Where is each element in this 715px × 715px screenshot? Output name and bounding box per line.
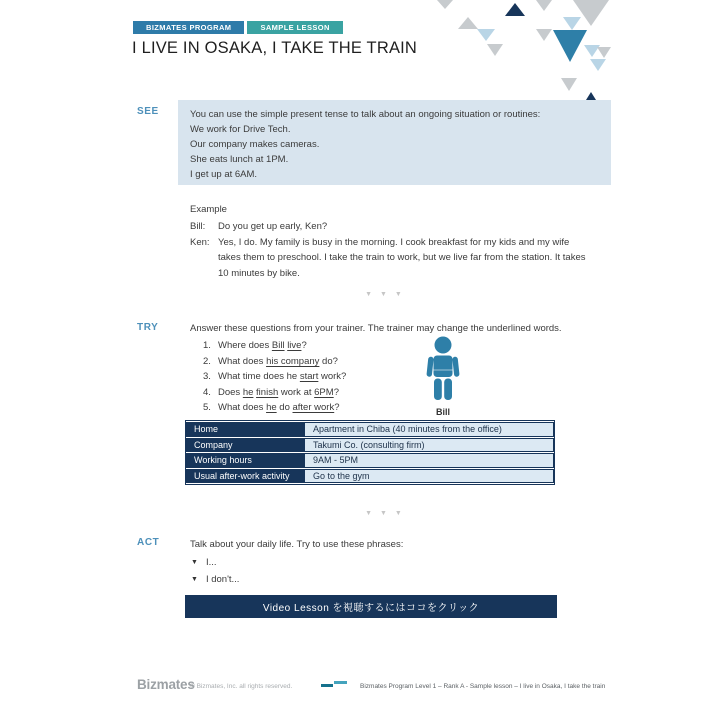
footer-logo-mark-dark <box>321 684 333 687</box>
see-box-line: You can use the simple present tense to talk about an ongoing situation or routines: <box>190 109 541 120</box>
info-table-body <box>186 422 554 483</box>
phrase-list <box>191 554 239 588</box>
question-text: Does he finish work at 6PM? <box>218 386 339 398</box>
question-text: What does his company do? <box>218 355 338 367</box>
table-row <box>186 453 554 468</box>
see-box-line: We work for Drive Tech. <box>190 124 291 135</box>
example-heading: Example <box>190 204 227 215</box>
section-label-see: SEE <box>137 106 159 117</box>
act-intro: Talk about your daily life. Try to use these phrases: <box>190 539 404 550</box>
triangle-decoration <box>505 3 525 16</box>
question-row <box>203 400 346 416</box>
table-row-value: Takumi Co. (consulting firm) <box>304 438 554 453</box>
section-label-act: ACT <box>137 537 160 548</box>
triangle-decoration <box>536 0 552 11</box>
question-number: 4. <box>203 386 211 398</box>
question-row <box>203 338 346 354</box>
page-title: I LIVE IN OSAKA, I TAKE THE TRAIN <box>132 39 418 57</box>
phrase-row <box>191 554 239 571</box>
table-row-label: Company <box>186 438 304 453</box>
info-table <box>185 420 555 485</box>
triangle-decoration <box>458 17 478 29</box>
dialogue-text: Do you get up early, Ken? <box>218 221 328 232</box>
dialogue-speaker: Bill: <box>190 221 206 232</box>
triangle-bullet-icon: ▼ <box>191 559 198 566</box>
question-number: 1. <box>203 340 211 351</box>
badge-bizmates-program: BIZMATES PROGRAM <box>133 21 244 34</box>
table-row-value: 9AM - 5PM <box>304 453 554 468</box>
figure-label: Bill <box>435 407 450 417</box>
try-intro: Answer these questions from your trainer. The trainer may change the underlined words. <box>190 323 562 334</box>
question-row <box>203 385 346 401</box>
triangle-decoration <box>597 47 611 58</box>
footer-logo-mark-light <box>334 681 347 684</box>
section-label-try: TRY <box>137 322 159 333</box>
triangle-decoration <box>553 30 587 62</box>
footer-logo: Bizmates <box>137 677 195 692</box>
header-badges <box>133 21 343 34</box>
question-number: 2. <box>203 355 211 367</box>
triangle-decoration <box>536 29 552 41</box>
question-list <box>203 338 346 416</box>
phrase-text: I... <box>205 557 217 568</box>
example-dialogue <box>190 219 600 281</box>
see-box <box>178 100 611 185</box>
dialogue-text: Yes, I do. My family is busy in the morning. I cook breakfast for my kids and my wife takes them to preschool. I take the train to work, but we live far from the station. It takes 10 minutes by bike. <box>218 236 586 279</box>
triangle-decoration <box>590 59 606 71</box>
table-row-label: Usual after-work activity <box>186 469 304 484</box>
triangle-decoration <box>477 29 495 41</box>
triangle-bullet-icon: ▼ <box>191 576 198 583</box>
example-block <box>190 202 600 281</box>
section-divider: ▼ ▼ ▼ <box>365 510 405 517</box>
dialogue-row <box>190 235 600 282</box>
triangle-decoration <box>487 44 503 56</box>
dialogue-row <box>190 219 600 235</box>
dialogue-speaker: Ken: <box>190 236 210 248</box>
badge-sample-lesson: SAMPLE LESSON <box>247 21 342 34</box>
see-box-line: I get up at 6AM. <box>190 169 258 180</box>
question-number: 5. <box>203 402 211 413</box>
question-number: 3. <box>203 371 211 382</box>
see-box-line: Our company makes cameras. <box>190 139 320 150</box>
footer-copyright: © Bizmates, Inc. all rights reserved. <box>190 683 293 690</box>
question-row <box>203 354 346 370</box>
triangle-decoration <box>586 92 596 100</box>
bill-figure <box>421 336 465 417</box>
table-row-label: Home <box>186 422 304 437</box>
table-row <box>186 422 554 437</box>
phrase-row <box>191 571 239 588</box>
question-row <box>203 369 346 385</box>
footer-lesson-reference: Bizmates Program Level 1 – Rank A - Sample lesson – I live in Osaka, I take the train <box>360 683 606 690</box>
section-divider: ▼ ▼ ▼ <box>365 291 405 298</box>
table-row <box>186 469 554 484</box>
video-lesson-banner[interactable]: Video Lesson を視聴するにはココをクリック <box>185 595 557 618</box>
see-box-line: She eats lunch at 1PM. <box>190 154 289 165</box>
triangle-decoration <box>437 0 453 9</box>
triangle-decoration <box>561 78 577 91</box>
table-row-label: Working hours <box>186 453 304 468</box>
question-text: Where does Bill live? <box>218 340 307 351</box>
question-text: What does he do after work? <box>218 402 340 413</box>
phrase-text: I don't... <box>205 574 240 585</box>
table-row-value: Apartment in Chiba (40 minutes from the office) <box>304 422 554 437</box>
triangle-decoration <box>563 17 581 30</box>
question-text: What time does he start work? <box>218 371 347 382</box>
table-row-value: Go to the gym <box>304 469 554 484</box>
person-icon <box>423 336 463 400</box>
table-row <box>186 438 554 453</box>
